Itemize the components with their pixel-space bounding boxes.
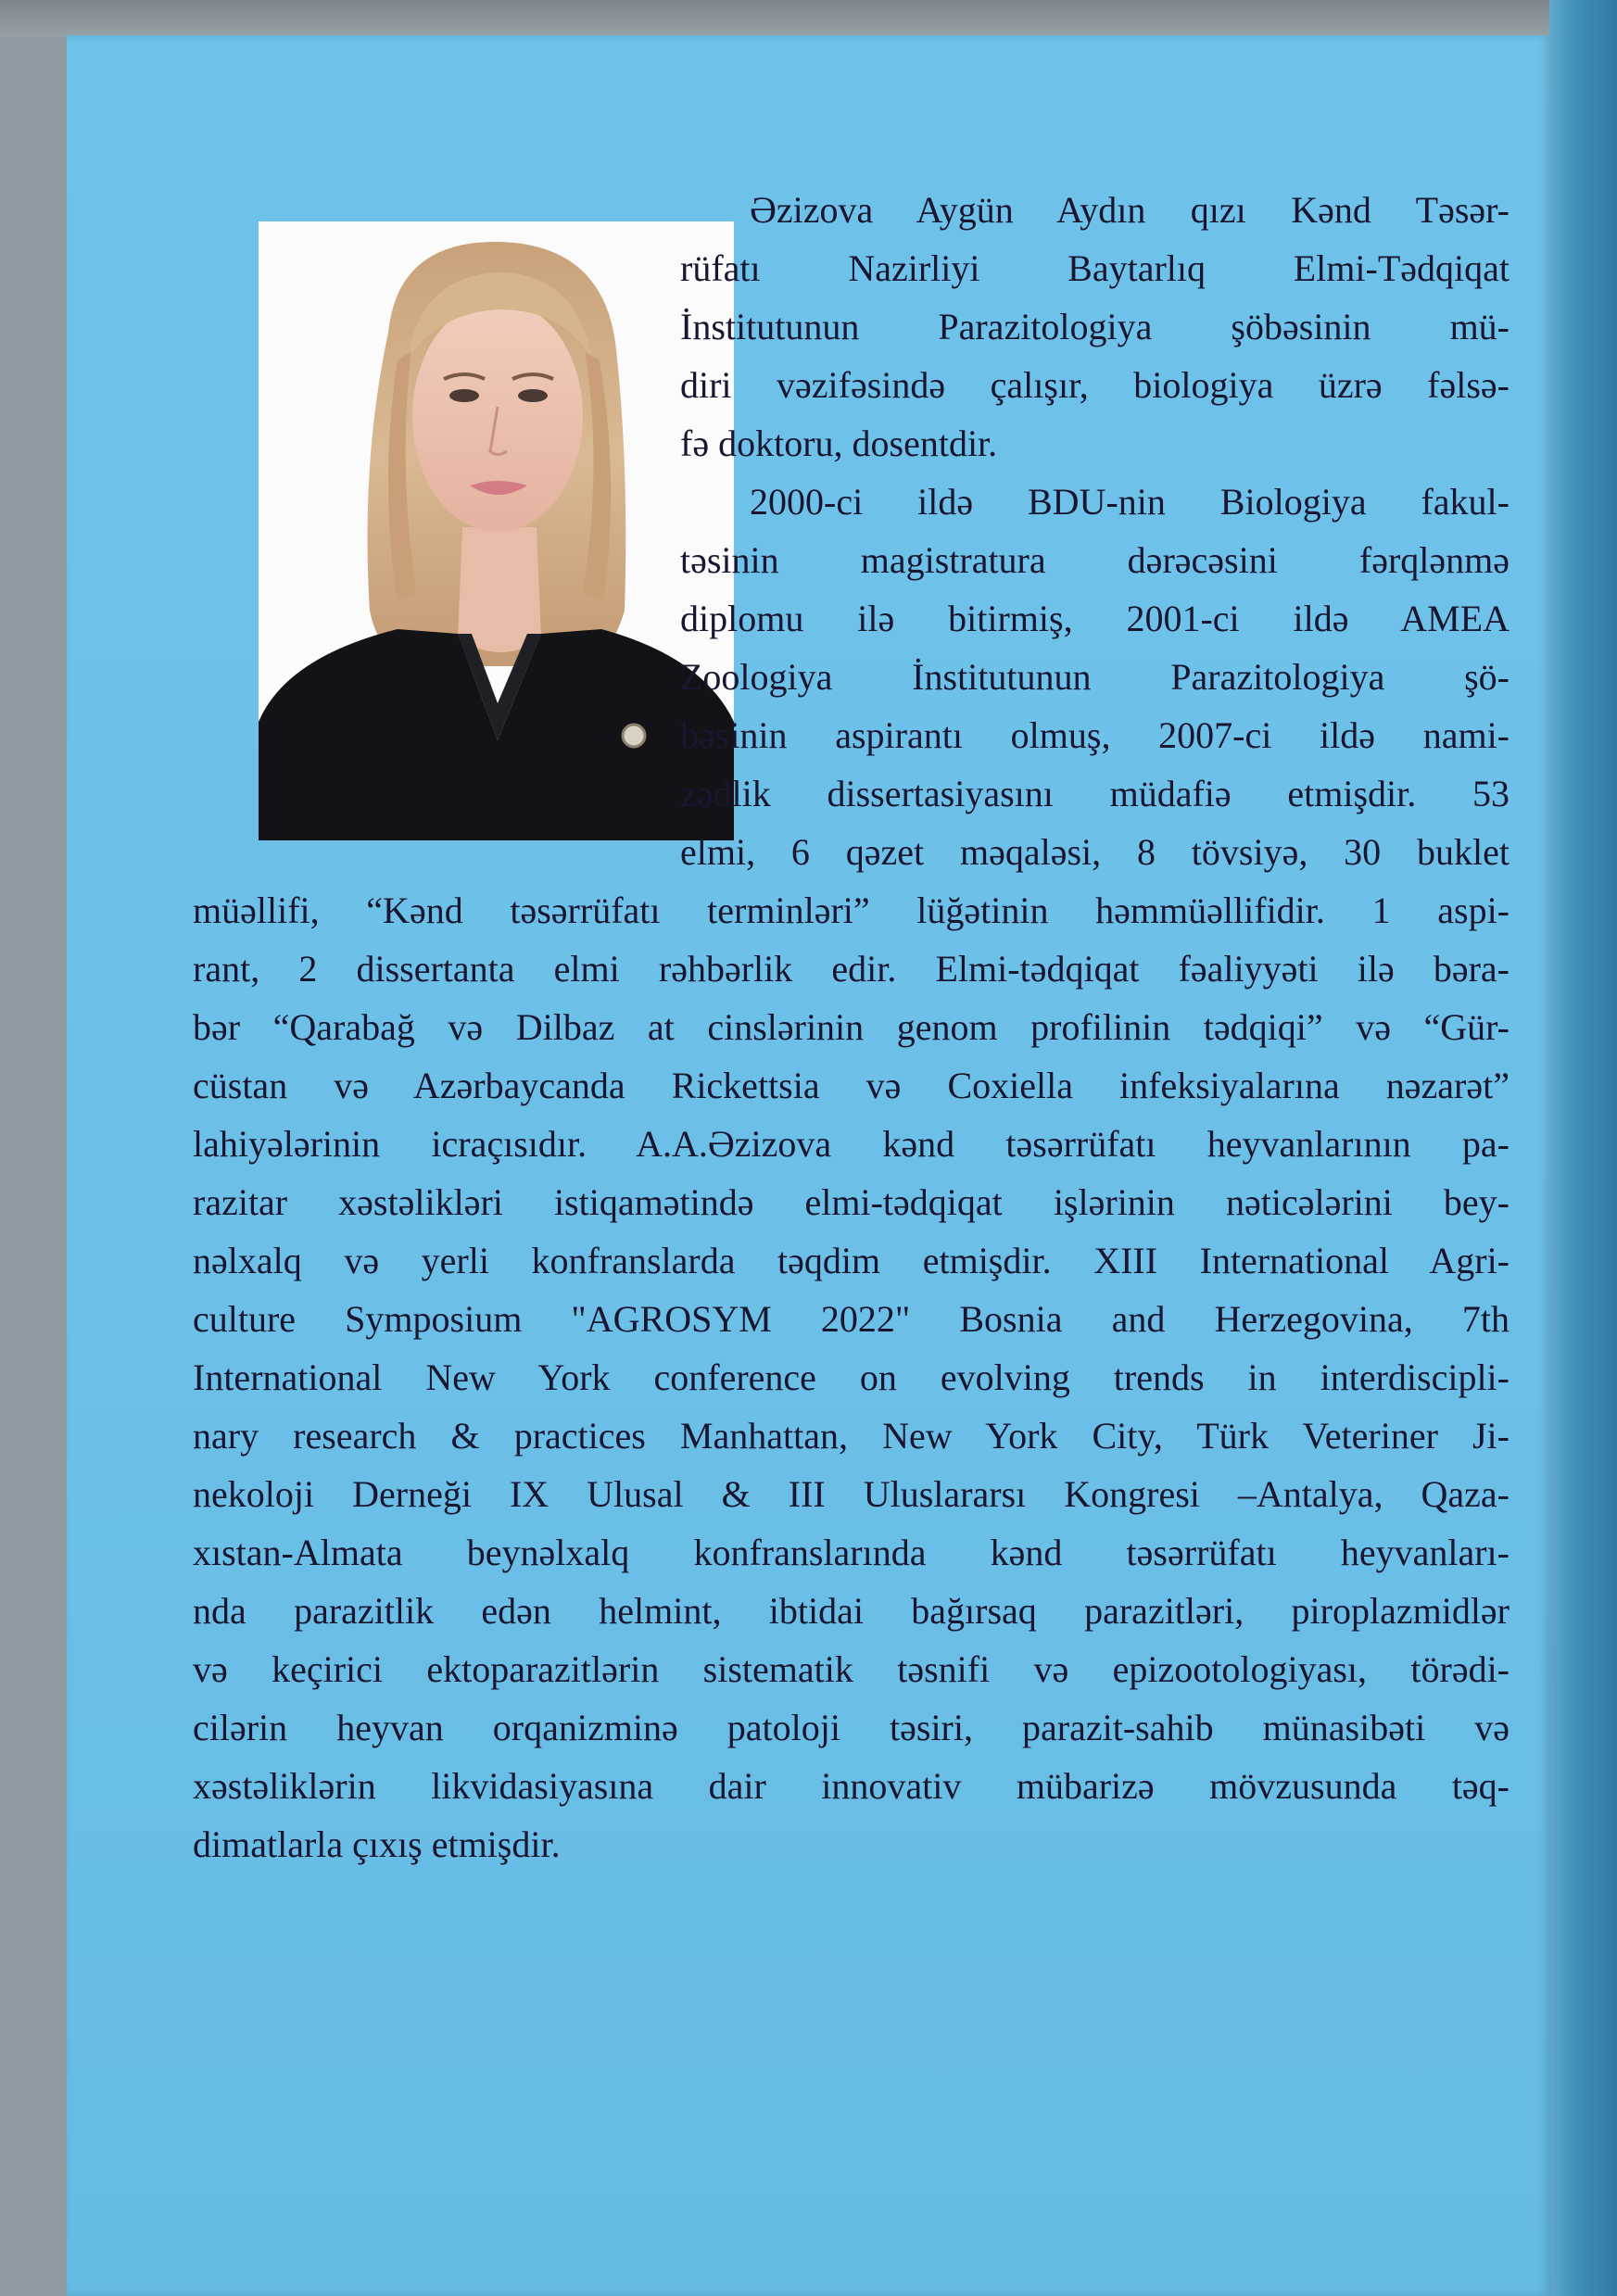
bio-line: xəstəliklərin likvidasiyasına dair innovativ mübarizə mövzusunda təq- [193, 1765, 1510, 1807]
bio-line: razitar xəstəlikləri istiqamətində elmi-tədqiqat işlərinin nəticələrini bey- [193, 1181, 1510, 1223]
bio-line: bər “Qarabağ və Dilbaz at cinslərinin genom profilinin tədqiqi” və “Gür- [193, 1006, 1510, 1048]
book-top-edge [0, 0, 1617, 37]
bio-line: 2000-ci ildə BDU-nin Biologiya fakul- [750, 481, 1510, 523]
bio-line: Əzizova Aygün Aydın qızı Kənd Təsər- [750, 189, 1510, 231]
bio-line: cüstan və Azərbaycanda Rickettsia və Coxiella infeksiyalarına nəzarət” [193, 1065, 1510, 1106]
bio-line: culture Symposium "AGROSYM 2022" Bosnia and Herzegovina, 7th [193, 1298, 1510, 1340]
bio-line: dimatlarla çıxış etmişdir. [193, 1823, 561, 1865]
bio-line: rant, 2 dissertanta elmi rəhbərlik edir. Elmi-tədqiqat fəaliyyəti ilə bəra- [193, 948, 1510, 990]
bio-line: Zoologiya İnstitutunun Parazitologiya şö- [680, 656, 1510, 698]
book-spine-edge [1549, 0, 1617, 2296]
bio-line: fə doktoru, dosentdir. [680, 423, 998, 464]
bio-line: cilərin heyvan orqanizminə patoloji təsiri, parazit-sahib münasibəti və [193, 1707, 1510, 1748]
bio-line: və keçirici ektoparazitlərin sistematik təsnifi və epizootologiyası, törədi- [193, 1648, 1510, 1690]
bio-line: lahiyələrinin icraçısıdır. A.A.Əzizova kənd təsərrüfatı heyvanlarının pa- [193, 1123, 1510, 1165]
bio-line: nekoloji Derneği IX Ulusal & III Uluslararsı Kongresi –Antalya, Qaza- [193, 1473, 1510, 1515]
bio-line: nary research & practices Manhattan, New York City, Türk Veteriner Ji- [193, 1415, 1510, 1457]
bio-line: nəlxalq və yerli konfranslarda təqdim etmişdir. XIII International Agri- [193, 1240, 1510, 1281]
bio-line: müəllifi, “Kənd təsərrüfatı terminləri” lüğətinin həmmüəllifidir. 1 aspi- [193, 889, 1510, 931]
bio-line: elmi, 6 qəzet məqaləsi, 8 tövsiyə, 30 buklet [680, 831, 1510, 873]
bio-line: təsinin magistratura dərəcəsini fərqlənmə [680, 539, 1510, 581]
bio-line: nda parazitlik edən helmint, ibtidai bağırsaq parazitləri, piroplazmidlər [193, 1590, 1510, 1632]
book-back-cover [67, 35, 1551, 2296]
bio-line: xıstan-Almata beynəlxalq konfranslarında kənd təsərrüfatı heyvanları- [193, 1532, 1510, 1573]
bio-line: International New York conference on evolving trends in interdiscipli- [193, 1356, 1510, 1398]
bio-line: zədlik dissertasiyasını müdafiə etmişdir. 53 [680, 773, 1510, 814]
bio-line: İnstitutunun Parazitologiya şöbəsinin mü- [680, 306, 1510, 347]
bio-line: diplomu ilə bitirmiş, 2001-ci ildə AMEA [680, 598, 1510, 639]
author-biography [67, 35, 1551, 2296]
bio-line: bəsinin aspirantı olmuş, 2007-ci ildə nami- [680, 714, 1510, 756]
bio-line: diri vəzifəsində çalışır, biologiya üzrə fəlsə- [680, 364, 1510, 406]
bio-line: rüfatı Nazirliyi Baytarlıq Elmi-Tədqiqat [680, 247, 1510, 289]
